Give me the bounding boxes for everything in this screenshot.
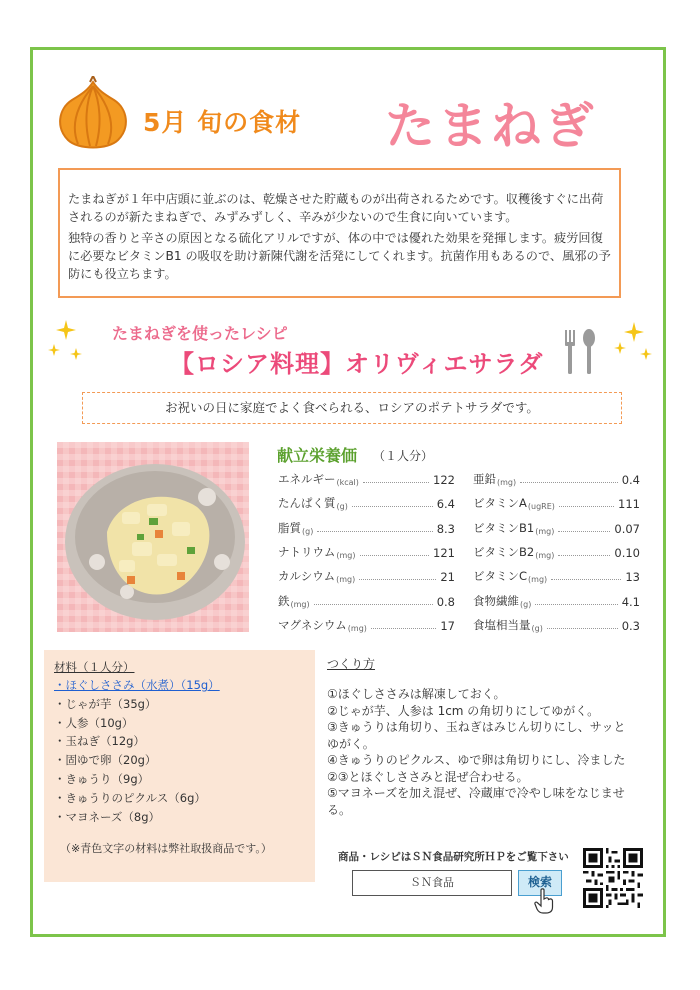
ingredient-item: ・固ゆで卵（20g） bbox=[54, 753, 157, 768]
search-button[interactable]: 検索 bbox=[518, 870, 562, 896]
nutrition-value: 122 bbox=[433, 473, 455, 487]
page-title: たまねぎ bbox=[385, 97, 597, 155]
nutrition-label: ビタミンC bbox=[473, 569, 528, 584]
nutrition-row bbox=[473, 617, 640, 633]
ingredient-item: ・人参（10g） bbox=[54, 715, 134, 730]
nutrition-value: 21 bbox=[440, 570, 455, 585]
steps-list bbox=[327, 686, 627, 818]
leader-dots bbox=[535, 604, 617, 605]
step-item: ①ほぐしささみは解凍しておく。 bbox=[327, 687, 506, 701]
nutrition-value: 121 bbox=[433, 545, 455, 560]
leader-dots bbox=[558, 531, 610, 532]
nutrition-value: 0.4 bbox=[621, 473, 640, 487]
nutrition-label: ビタミンA bbox=[473, 496, 527, 511]
nutrition-row bbox=[473, 593, 640, 609]
sparkle-icon bbox=[610, 320, 660, 370]
nutrition-value: 0.07 bbox=[614, 521, 640, 536]
ingredients-note: （※青色文字の材料は弊社取扱商品です。） bbox=[60, 842, 272, 855]
ingredient-item: ・きゅうりのピクルス（6g） bbox=[54, 790, 206, 805]
nutrition-title: 献立栄養価 bbox=[277, 446, 358, 465]
leader-dots bbox=[559, 506, 614, 507]
intro-box bbox=[58, 168, 621, 298]
nutrition-row bbox=[278, 544, 455, 560]
nutrition-label: 鉄 bbox=[278, 593, 290, 608]
recipe-title: 【ロシア料理】オリヴィエサラダ bbox=[170, 350, 544, 378]
nutrition-value: 0.8 bbox=[436, 594, 455, 609]
nutrition-value: 0.3 bbox=[621, 618, 640, 633]
nutrition-label: ビタミンB2 bbox=[473, 544, 535, 559]
step-item: ③きゅうりは角切り、玉ねぎはみじん切りにし、サッとゆがく。 bbox=[327, 720, 626, 751]
search-input[interactable]: ＳＮ食品 bbox=[352, 870, 512, 896]
nutrition-value: 0.10 bbox=[614, 545, 640, 560]
leader-dots bbox=[314, 604, 433, 605]
step-item: ⑤マヨネーズを加え混ぜ、冷蔵庫で冷やし味をなじませる。 bbox=[327, 786, 625, 817]
nutrition-value: 17 bbox=[440, 618, 455, 633]
nutrition-unit: (kcal) bbox=[336, 478, 359, 487]
ingredient-item: ・マヨネーズ（8g） bbox=[54, 809, 161, 824]
month-label: 5月 旬の食材 bbox=[143, 108, 302, 137]
leader-dots bbox=[558, 555, 610, 556]
nutrition-row bbox=[473, 544, 640, 560]
ingredients-list bbox=[54, 676, 220, 826]
nutrition-unit: (mg) bbox=[535, 550, 555, 560]
leader-dots bbox=[520, 482, 618, 483]
nutrition-unit: (mg) bbox=[336, 575, 356, 585]
nutrition-label: 脂質 bbox=[278, 520, 301, 535]
leader-dots bbox=[551, 579, 621, 580]
nutrition-row bbox=[278, 471, 455, 487]
nutrition-unit: (g) bbox=[531, 623, 543, 633]
nutrition-unit: (g) bbox=[302, 526, 314, 536]
nutrition-unit: (ugRE) bbox=[527, 502, 555, 512]
nutrition-unit: (mg) bbox=[347, 623, 367, 633]
nutrition-row bbox=[278, 568, 455, 584]
nutrition-row bbox=[278, 495, 455, 511]
pointer-hand-icon bbox=[534, 888, 554, 914]
leader-dots bbox=[352, 506, 433, 507]
nutrition-label: 亜鉛 bbox=[473, 472, 496, 486]
nutrition-unit: (g) bbox=[336, 502, 348, 512]
nutrition-value: 6.4 bbox=[436, 497, 455, 512]
qr-code-icon[interactable] bbox=[583, 848, 643, 908]
nutrition-value: 8.3 bbox=[436, 521, 455, 536]
step-item: ②じゃが芋、人参は 1cm の角切りにしてゆがく。 bbox=[327, 703, 600, 718]
nutrition-label: ナトリウム bbox=[278, 544, 336, 559]
nutrition-label: マグネシウム bbox=[278, 617, 347, 632]
nutrition-value: 13 bbox=[625, 570, 640, 585]
fork-spoon-icon bbox=[563, 328, 599, 376]
nutrition-label: エネルギー bbox=[278, 472, 336, 486]
leader-dots bbox=[317, 531, 432, 532]
leader-dots bbox=[547, 628, 618, 629]
nutrition-row bbox=[473, 568, 640, 584]
nutrition-row bbox=[473, 495, 640, 511]
nutrition-unit: (mg) bbox=[290, 599, 310, 609]
nutrition-value: 4.1 bbox=[621, 594, 640, 609]
ingredients-title: 材料（１人分） bbox=[54, 660, 135, 674]
nutrition-unit: (mg) bbox=[497, 478, 517, 487]
nutrition-label: 食塩相当量 bbox=[473, 617, 531, 632]
nutrition-label: 食物繊維 bbox=[473, 593, 519, 608]
intro-paragraph-1: たまねぎが１年中店頭に並ぶのは、乾燥させた貯蔵ものが出荷されるためです。収穫後すぐに出荷されるのが新たまねぎで、みずみずしく、辛みが少ないので生食に向いています。 bbox=[68, 192, 604, 224]
steps-title: つくり方 bbox=[327, 657, 376, 671]
nutrition-row bbox=[473, 471, 640, 487]
intro-paragraph-2: 独特の香りと辛さの原因となる硫化アリルですが、体の中では優れた効果を発揮します。疲労回復に必要なビタミンB1 の吸収を助け新陳代謝を活発にしてくれます。抗菌作用もあるので、風邪の予防にも役立ちます。 bbox=[68, 231, 611, 281]
sparkle-icon bbox=[46, 318, 96, 368]
nutrition-unit: (mg) bbox=[528, 575, 548, 585]
nutrition-value: 111 bbox=[618, 497, 640, 512]
nutrition-row bbox=[278, 617, 455, 633]
nutrition-row bbox=[473, 520, 640, 536]
nutrition-unit: (mg) bbox=[535, 526, 555, 536]
nutrition-serving: （１人分） bbox=[373, 449, 434, 463]
nutrition-label: たんぱく質 bbox=[278, 496, 336, 511]
ingredient-item[interactable] bbox=[54, 676, 220, 695]
nutrition-unit: (g) bbox=[520, 599, 532, 609]
recipe-description: お祝いの日に家庭でよく食べられる、ロシアのポテトサラダです。 bbox=[82, 392, 622, 424]
leader-dots bbox=[371, 628, 436, 629]
nutrition-unit: (mg) bbox=[336, 550, 356, 560]
ingredient-item: ・玉ねぎ（12g） bbox=[54, 734, 145, 749]
ingredient-item: ・じゃが芋（35g） bbox=[54, 696, 157, 711]
leader-dots bbox=[363, 482, 429, 483]
leader-dots bbox=[359, 579, 436, 580]
salad-photo bbox=[57, 442, 249, 632]
recipe-subtitle: たまねぎを使ったレシピ bbox=[112, 324, 288, 343]
nutrition-label: ビタミンB1 bbox=[473, 520, 535, 535]
nutrition-label: カルシウム bbox=[278, 569, 336, 584]
step-item: ④きゅうりのピクルス、ゆで卵は角切りにし、冷ました②③とほぐしささみと混ぜ合わせる。 bbox=[327, 753, 626, 784]
leader-dots bbox=[360, 555, 430, 556]
onion-icon bbox=[52, 76, 134, 156]
ingredient-item: ・きゅうり（9g） bbox=[54, 771, 150, 786]
homepage-note: 商品・レシピはＳＮ食品研究所ＨＰをご覧下さい bbox=[338, 851, 569, 863]
nutrition-row bbox=[278, 593, 455, 609]
nutrition-row bbox=[278, 520, 455, 536]
ingredient-product-link[interactable]: ・ほぐしささみ（水煮）（15g） bbox=[54, 678, 220, 692]
